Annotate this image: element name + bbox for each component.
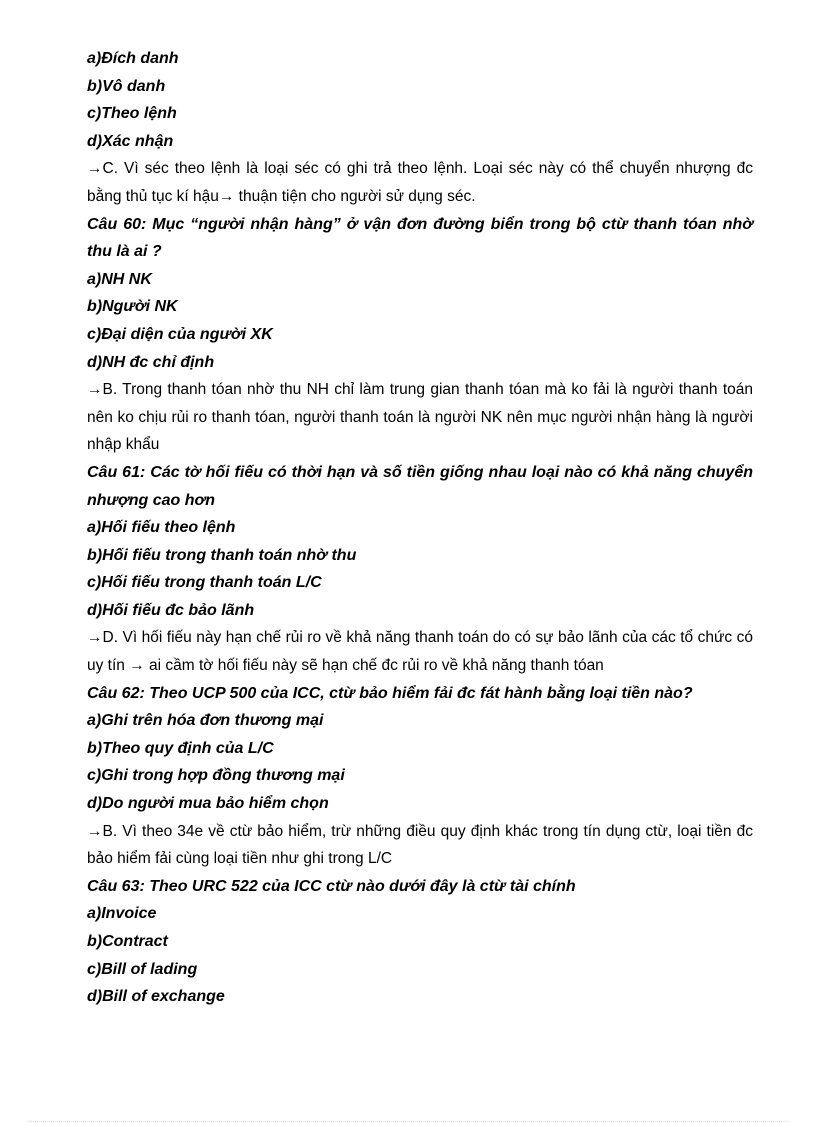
option-a: a)Đích danh — [87, 50, 179, 67]
option-a: a)NH NK — [87, 270, 152, 288]
option-a: a)Ghi trên hóa đơn thương mại — [87, 712, 324, 730]
option-d: d)Do người mua bảo hiểm chọn — [87, 795, 329, 813]
option-b: b)Vô danh — [87, 77, 166, 95]
option-c: c)Ghi trong hợp đồng thương mại — [87, 767, 345, 785]
option-c: c)Bill of lading — [87, 960, 198, 978]
answer-explanation: →B. Vì theo 34e về ctừ bảo hiểm, trừ những điều quy định khác trong tín dụng ctừ, loại tiền đc bảo hiểm fải cùng loại tiền như ghi trong L/C — [87, 822, 753, 868]
answer-explanation: →B. Trong thanh tóan nhờ thu NH chỉ làm trung gian thanh tóan mà ko fải là người thanh toán nên ko chịu rủi ro thanh tóan, người thanh toán là người NK nên mục người nhận hàng là người nhập khẩu — [87, 381, 753, 454]
answer-explanation: →D. Vì hối fiếu này hạn chế rủi ro về khả năng thanh toán do có sự bảo lãnh của các tổ chức có uy tín → ai cầm tờ hối fiếu này sẽ hạn chế đc rủi ro về khả năng thanh tóan — [87, 629, 753, 675]
page-bottom-divider — [28, 1121, 788, 1122]
answer-explanation: →C. Vì séc theo lệnh là loại séc có ghi trả theo lệnh. Loại séc này có thể chuyển nhượng đc bằng thủ tục kí hậu→ thuận tiện cho người sử dụng séc. — [87, 160, 753, 205]
option-d: d)Xác nhận — [87, 132, 174, 150]
question-61-title: Câu 61: Các tờ hối fiếu có thời hạn và số tiền giống nhau loại nào có khả năng chuyển nhượng cao hơn — [87, 463, 753, 509]
option-a: a)Hối fiếu theo lệnh — [87, 519, 236, 537]
question-59-block — [87, 45, 753, 211]
question-60-block — [87, 211, 753, 459]
question-60-title: Câu 60: Mục “người nhận hàng” ở vận đơn đường biển trong bộ ctừ thanh tóan nhờ thu là ai ? — [87, 215, 753, 261]
option-b: b)Contract — [87, 933, 168, 950]
document-page — [87, 45, 753, 1011]
option-b: b)Người NK — [87, 298, 178, 316]
option-d: d)Hối fiếu đc bảo lãnh — [87, 601, 255, 619]
option-d: d)NH đc chỉ định — [87, 353, 215, 371]
question-62-title: Câu 62: Theo UCP 500 của ICC, ctừ bảo hiểm fải đc fát hành bằng loại tiền nào? — [87, 684, 693, 702]
option-d: d)Bill of exchange — [87, 988, 225, 1006]
question-63-block — [87, 873, 753, 1011]
option-a: a)Invoice — [87, 905, 157, 923]
option-b: b)Theo quy định của L/C — [87, 739, 274, 757]
option-c: c)Đại diện của người XK — [87, 325, 273, 343]
question-62-block — [87, 680, 753, 873]
option-c: c)Hối fiếu trong thanh toán L/C — [87, 574, 322, 592]
option-c: c)Theo lệnh — [87, 105, 177, 123]
option-b: b)Hối fiếu trong thanh toán nhờ thu — [87, 546, 357, 564]
question-63-title: Câu 63: Theo URC 522 của ICC ctừ nào dưới đây là ctừ tài chính — [87, 877, 576, 895]
question-61-block — [87, 459, 753, 680]
